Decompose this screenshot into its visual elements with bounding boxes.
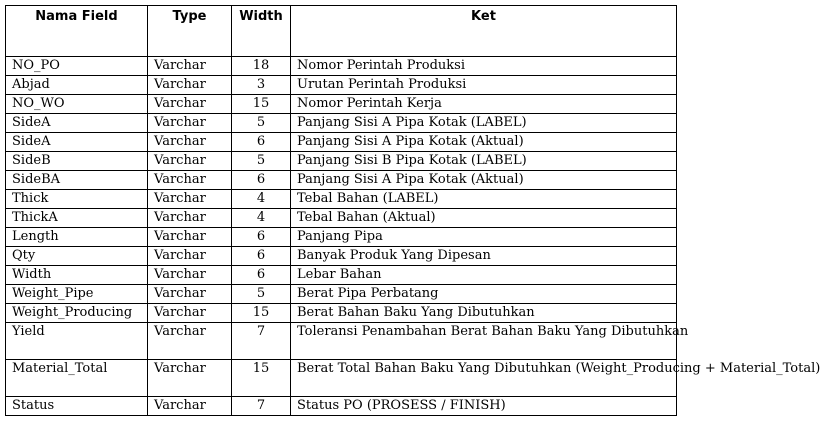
cell-name: Weight_Pipe	[6, 285, 148, 304]
cell-ket: Nomor Perintah Produksi	[291, 57, 677, 76]
cell-width: 5	[232, 285, 291, 304]
header-ket: Ket	[291, 6, 677, 57]
header-nama-field: Nama Field	[6, 6, 148, 57]
cell-ket: Status PO (PROSESS / FINISH)	[291, 397, 677, 416]
table-row	[6, 360, 677, 397]
cell-ket: Toleransi Penambahan Berat Bahan Baku Yang Dibutuhkan	[291, 323, 677, 360]
cell-name: Length	[6, 228, 148, 247]
cell-width: 6	[232, 228, 291, 247]
cell-width: 15	[232, 95, 291, 114]
cell-type: Varchar	[148, 323, 232, 360]
cell-width: 18	[232, 57, 291, 76]
table-row	[6, 57, 677, 76]
cell-type: Varchar	[148, 152, 232, 171]
cell-name: Thick	[6, 190, 148, 209]
cell-ket: Berat Pipa Perbatang	[291, 285, 677, 304]
cell-type: Varchar	[148, 76, 232, 95]
cell-type: Varchar	[148, 360, 232, 397]
header-width: Width	[232, 6, 291, 57]
table-row	[6, 228, 677, 247]
cell-ket: Panjang Pipa	[291, 228, 677, 247]
cell-width: 5	[232, 114, 291, 133]
cell-ket: Tebal Bahan (LABEL)	[291, 190, 677, 209]
cell-width: 6	[232, 247, 291, 266]
cell-name: SideBA	[6, 171, 148, 190]
cell-width: 7	[232, 397, 291, 416]
table-row	[6, 285, 677, 304]
cell-name: Status	[6, 397, 148, 416]
cell-name: Qty	[6, 247, 148, 266]
cell-type: Varchar	[148, 228, 232, 247]
table-row	[6, 190, 677, 209]
table-row	[6, 114, 677, 133]
cell-name: Yield	[6, 323, 148, 360]
cell-type: Varchar	[148, 285, 232, 304]
cell-type: Varchar	[148, 57, 232, 76]
cell-type: Varchar	[148, 247, 232, 266]
cell-ket: Panjang Sisi B Pipa Kotak (LABEL)	[291, 152, 677, 171]
cell-ket: Panjang Sisi A Pipa Kotak (LABEL)	[291, 114, 677, 133]
table-row	[6, 171, 677, 190]
cell-name: SideB	[6, 152, 148, 171]
cell-width: 5	[232, 152, 291, 171]
cell-ket: Berat Total Bahan Baku Yang Dibutuhkan (Weight_Producing + Material_Total)	[291, 360, 677, 397]
cell-type: Varchar	[148, 304, 232, 323]
table-row	[6, 397, 677, 416]
cell-type: Varchar	[148, 133, 232, 152]
cell-name: NO_WO	[6, 95, 148, 114]
table-row	[6, 266, 677, 285]
cell-ket: Panjang Sisi A Pipa Kotak (Aktual)	[291, 133, 677, 152]
cell-type: Varchar	[148, 266, 232, 285]
cell-ket: Nomor Perintah Kerja	[291, 95, 677, 114]
cell-name: NO_PO	[6, 57, 148, 76]
cell-name: Abjad	[6, 76, 148, 95]
cell-ket: Tebal Bahan (Aktual)	[291, 209, 677, 228]
header-type: Type	[148, 6, 232, 57]
cell-ket: Banyak Produk Yang Dipesan	[291, 247, 677, 266]
cell-width: 6	[232, 133, 291, 152]
table-header-row	[6, 6, 677, 57]
table-row	[6, 304, 677, 323]
cell-width: 3	[232, 76, 291, 95]
cell-type: Varchar	[148, 95, 232, 114]
cell-width: 15	[232, 360, 291, 397]
cell-ket: Berat Bahan Baku Yang Dibutuhkan	[291, 304, 677, 323]
cell-name: Width	[6, 266, 148, 285]
cell-type: Varchar	[148, 171, 232, 190]
cell-width: 4	[232, 190, 291, 209]
cell-type: Varchar	[148, 397, 232, 416]
table-row	[6, 76, 677, 95]
cell-name: SideA	[6, 133, 148, 152]
cell-ket: Urutan Perintah Produksi	[291, 76, 677, 95]
cell-type: Varchar	[148, 114, 232, 133]
table-row	[6, 152, 677, 171]
cell-width: 6	[232, 266, 291, 285]
cell-name: Weight_Producing	[6, 304, 148, 323]
table-row	[6, 247, 677, 266]
cell-ket: Panjang Sisi A Pipa Kotak (Aktual)	[291, 171, 677, 190]
cell-type: Varchar	[148, 190, 232, 209]
field-table	[5, 5, 820, 416]
cell-ket: Lebar Bahan	[291, 266, 677, 285]
cell-type: Varchar	[148, 209, 232, 228]
cell-width: 15	[232, 304, 291, 323]
table-row	[6, 133, 677, 152]
table-row	[6, 323, 677, 360]
cell-name: Material_Total	[6, 360, 148, 397]
table-row	[6, 95, 677, 114]
cell-name: ThickA	[6, 209, 148, 228]
cell-name: SideA	[6, 114, 148, 133]
cell-width: 4	[232, 209, 291, 228]
table-row	[6, 209, 677, 228]
table-body	[6, 57, 820, 416]
cell-width: 6	[232, 171, 291, 190]
cell-width: 7	[232, 323, 291, 360]
